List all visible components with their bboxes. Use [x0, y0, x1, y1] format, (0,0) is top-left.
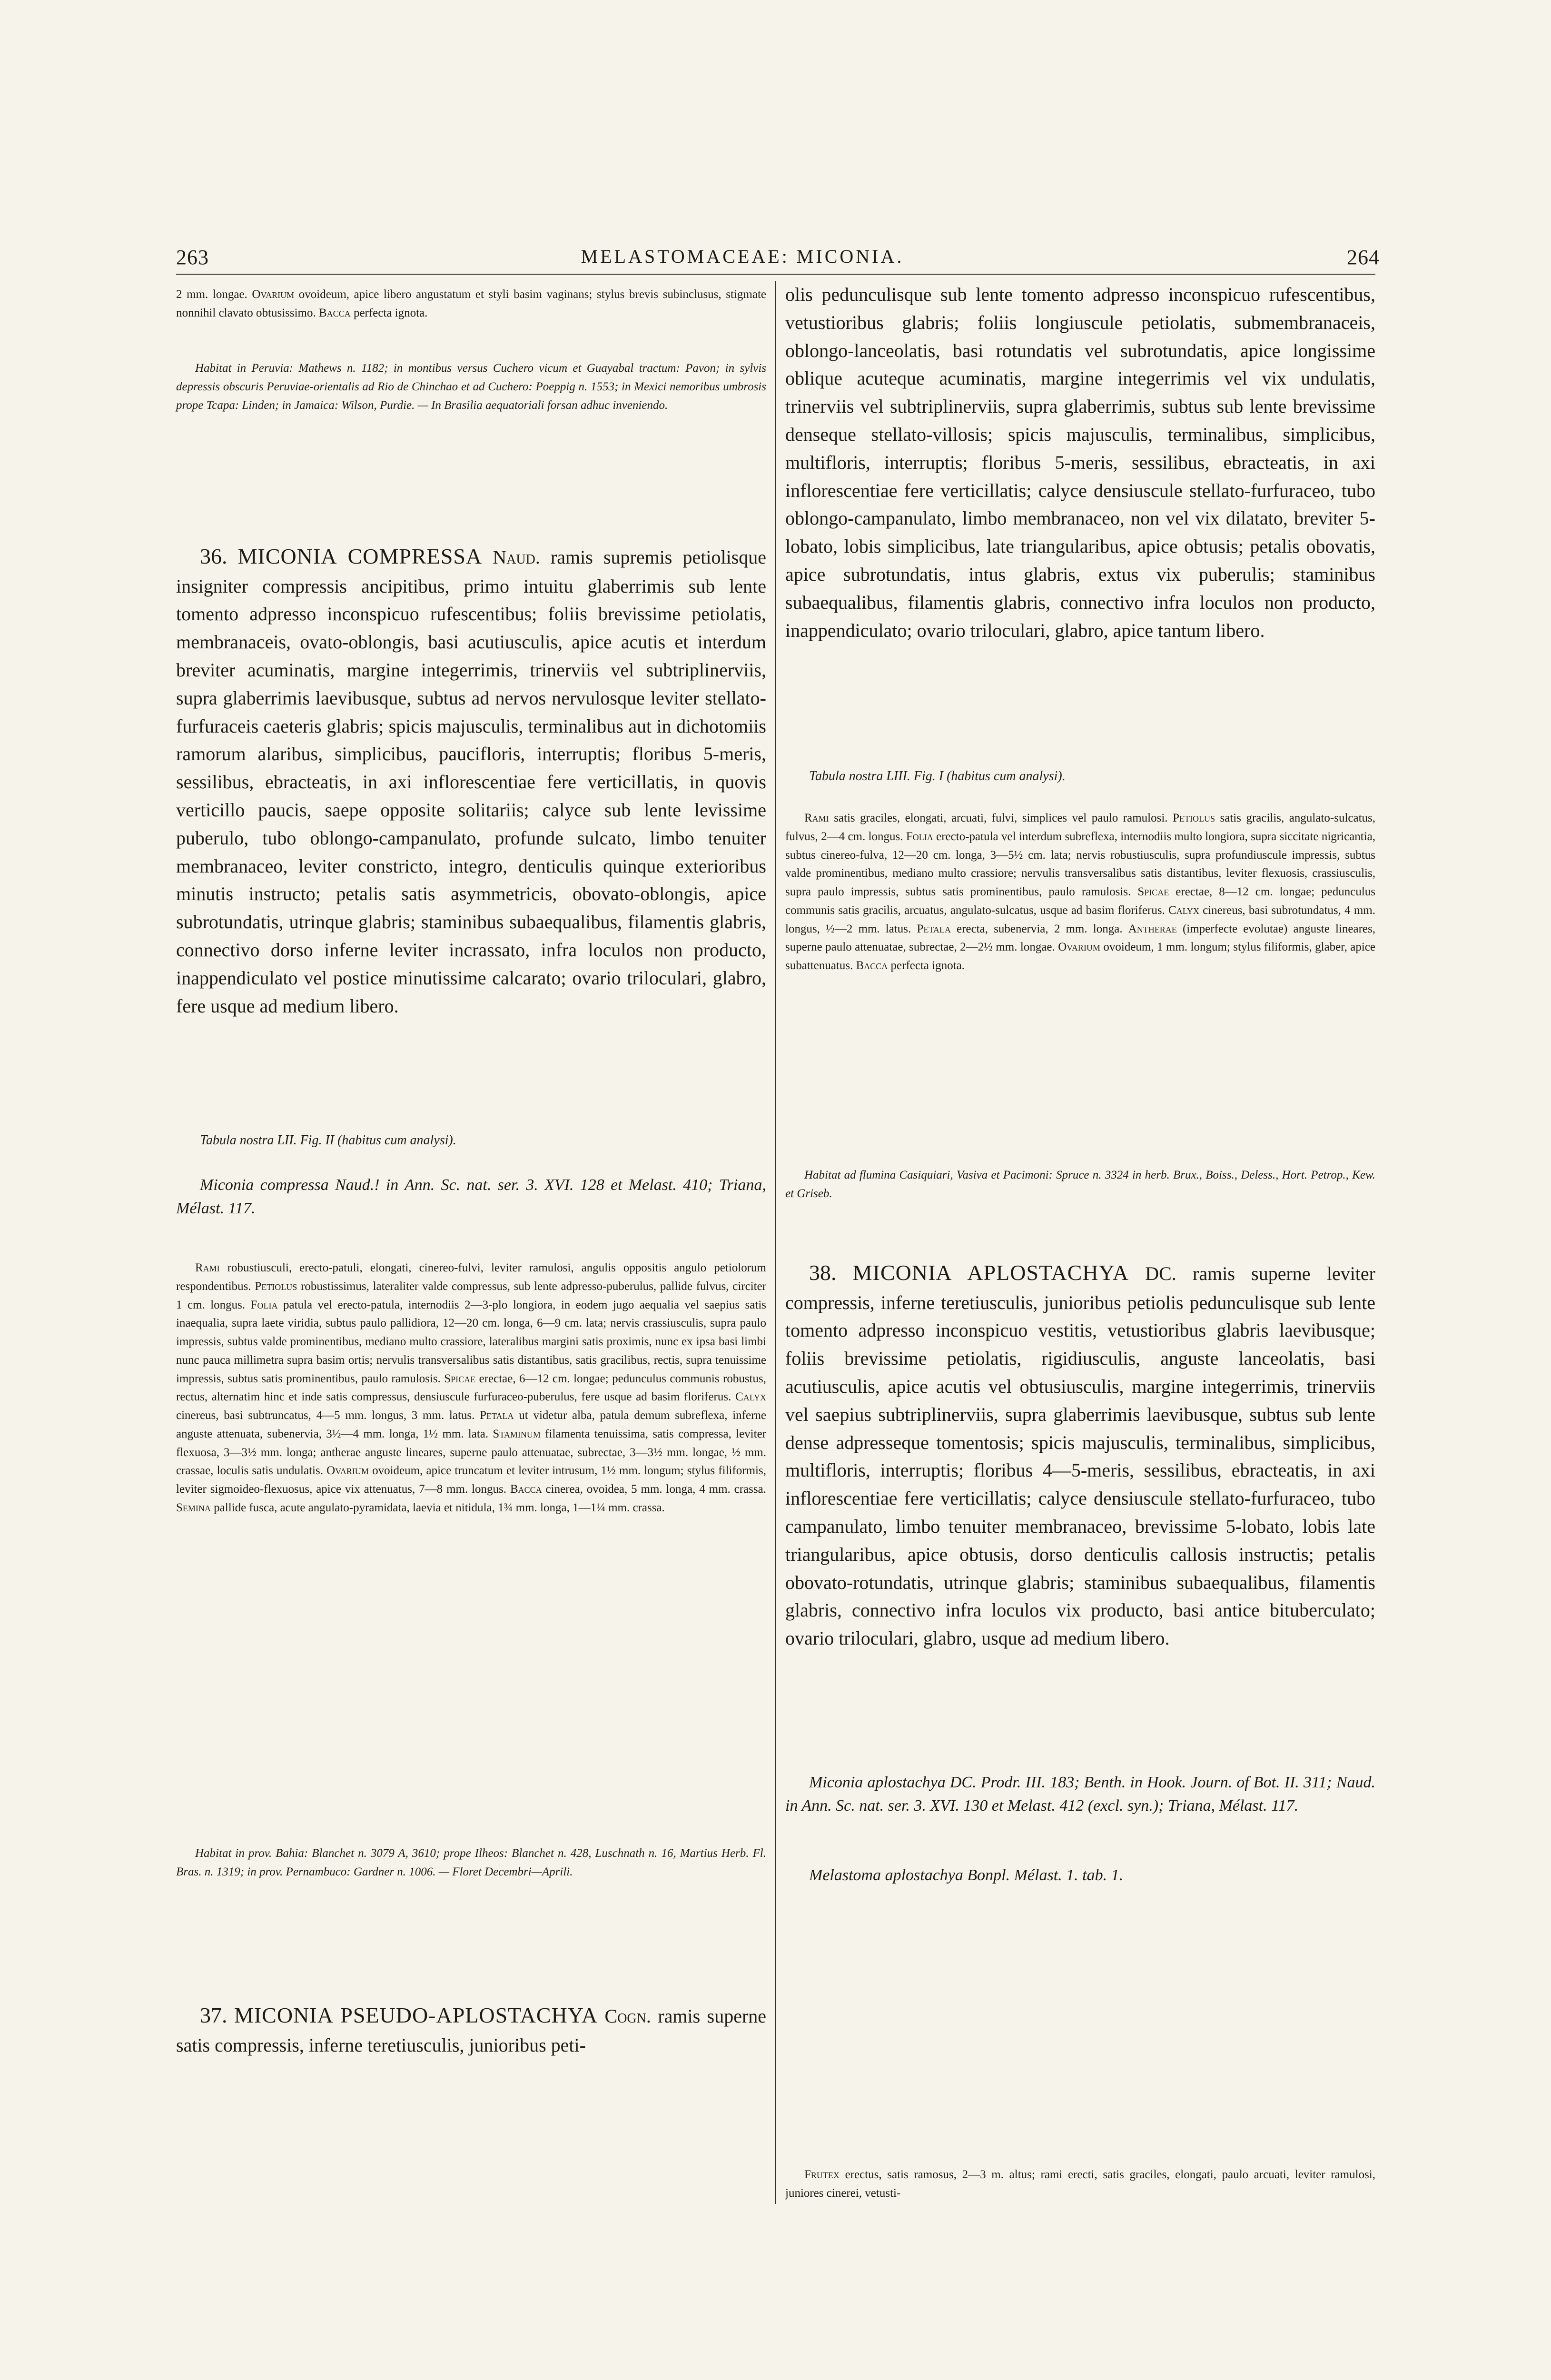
right-top-remnant: olis pedunculisque sub lente tomento adpresso inconspicuo rufescentibus, vetustioribus glabris; foliis longiuscule petiolatis, submembranaceis, oblongo-lanceolatis, basi rotundatis vel subrotundatis, apice longissime oblique acuteque acuminatis, margine integerrimis vel vix undulatis, trinerviis vel subtriplinerviis, supra glaberrimis, subtus sub lente brevissime denseque stellato-villosis; spicis majusculis, terminalibus, simplicibus, multifloris, interruptis; floribus 5-meris, sessilibus, ebracteatis, in axi inflorescentiae fere verticillatis; calyce densiuscule stellato-furfuraceo, tubo oblongo-campanulato, limbo membranaceo, non vel vix dilatato, breviter 5-lobato, lobis simplicibus, late triangularibus, apice obtusis; petalis obovatis, apice subrotundatis, intus glabris, extus vix puberulis; staminibus subaequalibus, filamentis glabris, connectivo infra loculos non producto, inappendiculato; ovario triloculari, glabro, apice tantum libero. — [785, 284, 1375, 641]
species-38-number: 38. — [809, 1260, 837, 1285]
header-rule — [176, 274, 1375, 275]
left-page-number: 263 — [176, 246, 209, 269]
citation-miconia-compressa: Miconia compressa Naud.! in Ann. Sc. nat. ser. 3. XVI. 128 et Melast. 410; Triana, Mélast. 117. — [176, 1176, 766, 1218]
habitat-bahia: Habitat in prov. Bahia: Blanchet n. 3079 A, 3610; prope Ilheos: Blanchet n. 428, Luschnath n. 16, Martius Herb. Fl. Bras. n. 1319; in prov. Pernambuco: Gardner n. 1006. — Floret Decembri—Aprili. — [176, 1847, 766, 1878]
species-38-entry — [785, 1257, 1375, 1653]
left-top-remnant: 2 mm. longae. Ovarium ovoideum, apice libero angustatum et styli basim vaginans; stylus brevis subinclusus, stigmate nonnihil clavato obtusissimo. Bacca perfecta ignota. — [176, 288, 766, 319]
species-36-entry — [176, 540, 766, 1020]
species-37-detailed-description: Rami satis graciles, elongati, arcuati, fulvi, simplices vel paulo ramulosi. Petiolus satis gracilis, angulato-sulcatus, fulvus, 2—4 cm. longus. Folia erecto-patula vel interdum subreflexa, internodiis multo longiora, supra siccitate nigricantia, subtus cinereo-fulva, 12—20 cm. longa, 3—5½ cm. lata; nervis robustiusculis, supra profundiuscule impressis, subtus valde prominentibus, mediano multo crassiore; nervulis transversalibus satis distantibus, leviter flexuosis, crassiusculis, supra paulo impressis, subtus satis prominentibus, paulo ramulosis. Spicae erectae, 8—12 cm. longae; pedunculus communis satis gracilis, arcuatus, angulato-sulcatus, usque ad basim floriferus. Calyx cinereus, basi subrotundatus, 4 mm. longus, ½—2 mm. latus. Petala erecta, subenervia, 2 mm. longa. Antherae (imperfecte evolutae) anguste lineares, superne paulo attenuatae, subrectae, 2—2½ mm. longae. Ovarium ovoideum, 1 mm. longum; stylus filiformis, glaber, apice subattenuatus. Bacca perfecta ignota. — [785, 812, 1376, 972]
species-38-detailed-description: Frutex erectus, satis ramosus, 2—3 m. altus; rami erecti, satis graciles, elongati, paulo arcuati, leviter ramulosi, juniores cinerei, vetusti- — [785, 2168, 1375, 2200]
species-38-author: DC. — [1145, 1263, 1176, 1284]
habitat-casiquiari: Habitat ad flumina Casiquiari, Vasiva et Pacimoni: Spruce n. 3324 in herb. Brux., Boiss., Deless., Hort. Petrop., Kew. et Griseb. — [785, 1169, 1375, 1200]
column-divider — [775, 281, 776, 2204]
species-36-author: Naud. — [493, 546, 540, 568]
species-36-description: ramis supremis petiolisque insigniter compressis ancipitibus, primo intuitu glaberrimis sub lente tomento adpresso inconspicuo rufescentibus; foliis brevissime petiolatis, membranaceis, ovato-oblongis, basi acutiusculis, apice acutis et interdum breviter acuminatis, margine integerrimis, trinerviis vel subtriplinerviis, supra glaberrimis laevibusque, subtus ad nervos nervulosque leviter stellato-furfuraceis caeteris glabris; spicis majusculis, terminalibus aut in dichotomiis ramorum alaribus, simplicibus, paucifloris, interruptis; floribus 5-meris, sessilibus, ebracteatis, in axi inflorescentiae fere verticillatis, in quovis verticillo paucis, saepe opposite solitariis; calyce sub lente levissime puberulo, tubo oblongo-campanulato, profunde sulcato, limbo tenuiter membranaceo, leviter constricto, integro, denticulis quinque exterioribus minutis instructo; petalis satis asymmetricis, obovato-oblongis, apice subrotundatis, utrinque glabris; staminibus subaequalibus, filamentis glabris, connectivo dorso inferne leviter incrassato, infra loculos non producto, inappendiculato vel postice minutissime calcarato; ovario triloculari, glabro, fere usque ad medium libero. — [176, 546, 767, 1017]
species-38-description: ramis superne leviter compressis, inferne teretiusculis, junioribus petiolis pedunculisque sub lente tomento adpresso inconspicuo vestitis, vetustioribus glabris laevibusque; foliis brevissime petiolatis, rigidiusculis, anguste lanceolatis, basi acutiusculis, apice acutis vel obtusiusculis, margine integerrimis, trinerviis vel saepius subtriplinerviis, supra glaberrimis laevibusque, subtus sub lente dense adpresseque tomentosis; spicis majusculis, terminalibus, simplicibus, multifloris, interruptis; floribus 4—5-meris, sessilibus, ebracteatis, in axi inflorescentiae fere verticillatis; calyce densiuscule stellato-furfuraceo, tubo campanulato, limbo tenuiter membranaceo, brevissime 5-lobato, lobis late triangularibus, apice obtusis, dorso denticulis callosis instructis; petalis obovato-rotundatis, utrinque glabris; staminibus subaequalibus, filamentis glabris, connectivo infra loculos vix producto, basi antice bituberculato; ovario triloculari, glabro, usque ad medium libero. — [785, 1263, 1375, 1649]
species-36-detailed-description: Rami robustiusculi, erecto-patuli, elongati, cinereo-fulvi, leviter ramulosi, angulis oppositis angulo petiolorum respondentibus. Petiolus robustissimus, lateraliter valde compressus, sub lente adpresso-puberulus, pallide fulvus, circiter 1 cm. longus. Folia patula vel erecto-patula, internodiis 2—3-plo longiora, in eodem jugo aequalia vel saepius satis inaequalia, supra laete viridia, subtus paulo pallidiora, 12—20 cm. longa, 6—9 cm. lata; nervis crassiusculis, supra paulo impressis, subtus valde prominentibus, mediano multo crassiore, lateralibus margini satis proximis, nunc ex ipsa basi limbi nunc pauca millimetra supra basim ortis; nervulis transversalibus satis distantibus, satis gracilibus, rectis, supra tenuissime impressis, subtus satis prominentibus, paulo ramulosis. Spicae erectae, 6—12 cm. longae; pedunculus communis robustus, rectus, alternatim hinc et inde satis compressus, densiuscule furfuraceo-puberulus, fere usque ad basim floriferus. Calyx cinereus, basi subtruncatus, 4—5 mm. longus, 3 mm. latus. Petala ut videtur alba, patula demum subreflexa, inferne anguste attenuata, subenervia, 3½—4 mm. longa, 1½ mm. lata. Staminum filamenta tenuissima, satis compressa, leviter flexuosa, 3—3½ mm. longa; antherae anguste lineares, superne paulo attenuatae, subrectae, 3—3½ mm. longae, ½ mm. crassae, loculis satis undulatis. Ovarium ovoideum, apice truncatum et leviter intrusum, 1½ mm. longum; stylus filiformis, leviter sigmoideo-flexuosus, apice vix attenuatus, 7—8 mm. longus. Bacca cinerea, ovoidea, 5 mm. longa, 4 mm. crassa. Semina pallide fusca, acute angulato-pyramidata, laevia et nitidula, 1¾ mm. longa, 1—1¼ mm. crassa. — [176, 1261, 767, 1514]
species-37-number: 37. — [200, 2003, 227, 2027]
species-37-entry — [176, 1999, 766, 2059]
citation-miconia-aplostachya: Miconia aplostachya DC. Prodr. III. 183; Benth. in Hook. Journ. of Bot. II. 311; Naud. in Ann. Sc. nat. ser. 3. XVI. 130 et Melast. 412 (excl. syn.); Triana, Mélast. 117. — [785, 1774, 1375, 1815]
species-36-number: 36. — [200, 544, 227, 568]
species-38-name: MICONIA APLOSTACHYA — [852, 1260, 1129, 1285]
figure-reference-liii: Tabula nostra LIII. Fig. I (habitus cum analysi). — [809, 769, 1066, 783]
figure-reference-lii: Tabula nostra LII. Fig. II (habitus cum analysi). — [200, 1133, 456, 1148]
species-37-description: ramis superne satis compressis, inferne teretiusculis, junioribus peti- — [176, 2005, 767, 2056]
citation-melastoma-aplostachya: Melastoma aplostachya Bonpl. Mélast. 1. tab. 1. — [809, 1866, 1124, 1884]
running-title: MELASTOMACEAE: MICONIA. — [581, 246, 904, 267]
species-37-author: Cogn. — [604, 2005, 651, 2027]
species-36-name: MICONIA COMPRESSA — [237, 544, 483, 568]
species-37-name: MICONIA PSEUDO-APLOSTACHYA — [234, 2003, 598, 2027]
habitat-peruvia: Habitat in Peruvia: Mathews n. 1182; in montibus versus Cuchero vicum et Guayabal tractum: Pavon; in sylvis depressis obscuris Peruviae-orientalis ad Rio de Chinchao et ad Cuchero: Poeppig n. 1553; in Mexici nemoribus umbrosis prope Tcapa: Linden; in Jamaica: Wilson, Purdie. — In Brasilia aequatoriali forsan adhuc inveniendo. — [176, 362, 766, 412]
right-page-number: 264 — [1347, 246, 1380, 269]
